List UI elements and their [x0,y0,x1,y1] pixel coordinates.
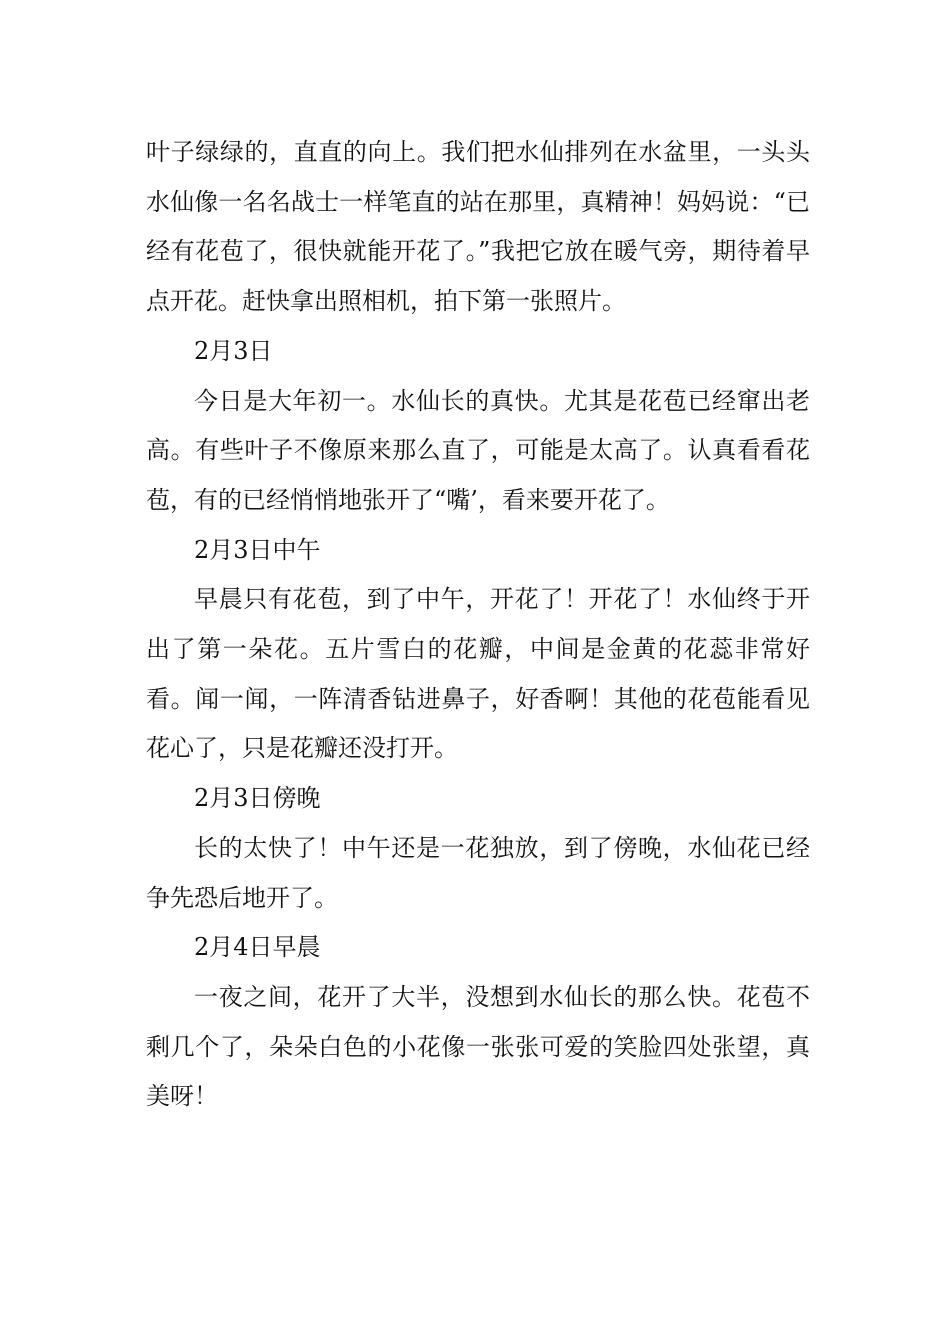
paragraph-feb3: 今日是大年初一。水仙长的真快。尤其是花苞已经窜出老高。有些叶子不像原来那么直了，可能是太高了。认真看看花苞，有的已经悄悄地张开了“嘴’，看来要开花了。 [146,386,810,514]
paragraph-feb4-morning: 一夜之间，花开了大半，没想到水仙长的那么快。花苞不剩几个了，朵朵白色的小花像一张张可爱的笑脸四处张望，真美呀！ [146,982,810,1111]
document-page [146,128,810,1122]
diary-date-feb3-evening: 2月3日傍晚 [194,784,321,813]
paragraph-intro: 叶子绿绿的，直直的向上。我们把水仙排列在水盆里，一头头水仙像一名名战士一样笔直的站在那里，真精神！妈妈说：“已经有花苞了，很快就能开花了。”我把它放在暖气旁，期待着早点开花。赶快拿出照相机，拍下第一张照片。 [146,138,810,316]
diary-date-feb4-morning: 2月4日早晨 [194,933,321,962]
diary-date-feb3-noon: 2月3日中午 [194,535,321,564]
diary-date-feb3: 2月3日 [194,336,273,365]
paragraph-feb3-noon: 早晨只有花苞，到了中午，开花了！开花了！水仙终于开出了第一朵花。五片雪白的花瓣，中间是金黄的花蕊非常好看。闻一闻，一阵清香钻进鼻子，好香啊！其他的花苞能看见花心了，只是花瓣还没打开。 [146,585,810,763]
paragraph-feb3-evening: 长的太快了！中午还是一花独放，到了傍晚，水仙花已经争先恐后地开了。 [146,833,810,912]
